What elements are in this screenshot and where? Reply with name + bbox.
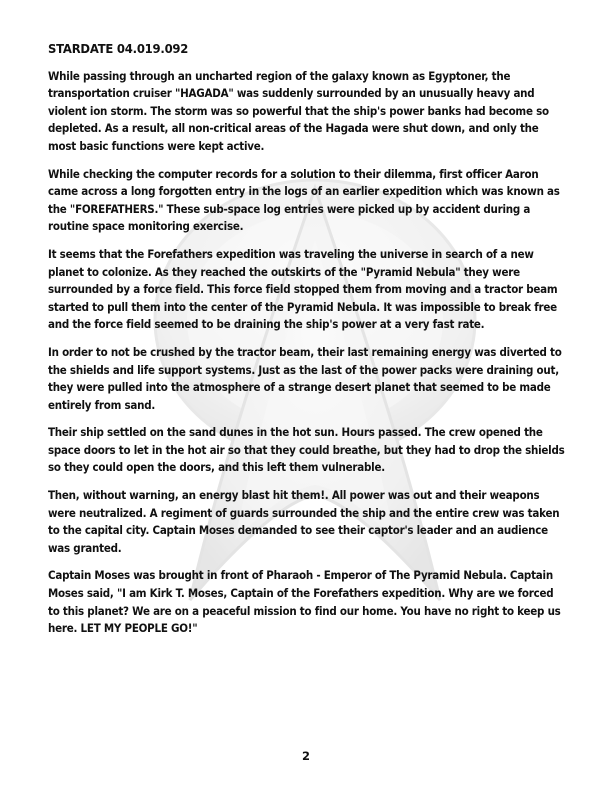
document-body	[48, 40, 566, 648]
paragraph-5: Their ship settled on the sand dunes in the hot sun. Hours passed. The crew opened the space doors to let in the hot air so that they could breathe, but they had to drop the shields so they could open the doors, and this left them vulnerable.	[48, 426, 565, 475]
paragraph-7: Captain Moses was brought in front of Pharaoh - Emperor of The Pyramid Nebula. Captain Moses said, "I am Kirk T. Moses, Captain of the Forefathers expedition. Why are we forced to this planet? We are on a peaceful mission to find our home. You have no right to keep us here. LET MY PEOPLE GO!"	[48, 569, 561, 636]
paragraph-4: In order to not be crushed by the tractor beam, their last remaining energy was diverted to the shields and life support systems. Just as the last of the power packs were draining out, they were pulled into the atmosphere of a strange desert planet that seemed to be made entirely from sand.	[48, 345, 562, 412]
stardate-heading: STARDATE 04.019.092	[48, 41, 189, 56]
paragraph-2: While checking the computer records for a solution to their dilemma, first officer Aaron came across a long forgotten entry in the logs of an earlier expedition which was known as the "FOREFATHERS." These sub-space log entries were picked up by accident during a routine space monitoring exercise.	[48, 167, 560, 234]
paragraph-1: While passing through an uncharted region of the galaxy known as Egyptoner, the transportation cruiser "HAGADA" was suddenly surrounded by an unusually heavy and violent ion storm. The storm was so powerful that the ship's power banks had become so depleted. As a result, all non-critical areas of the Hagada were shut down, and only the most basic functions were kept active.	[48, 69, 549, 153]
page-number: 2	[301, 749, 310, 763]
paragraph-3: It seems that the Forefathers expedition was traveling the universe in search of a new planet to colonize. As they reached the outskirts of the "Pyramid Nebula" they were surrounded by a force field. This force field stopped them from moving and a tractor beam started to pull them into the center of the Pyramid Nebula. It was impossible to break free and the force field seemed to be draining the ship's power at a very fast rate.	[48, 247, 558, 332]
paragraph-6: Then, without warning, an energy blast hit them!. All power was out and their weapons were neutralized. A regiment of guards surrounded the ship and the entire crew was taken to the capital city. Captain Moses demanded to see their captor's leader and an audience was granted.	[48, 489, 560, 555]
